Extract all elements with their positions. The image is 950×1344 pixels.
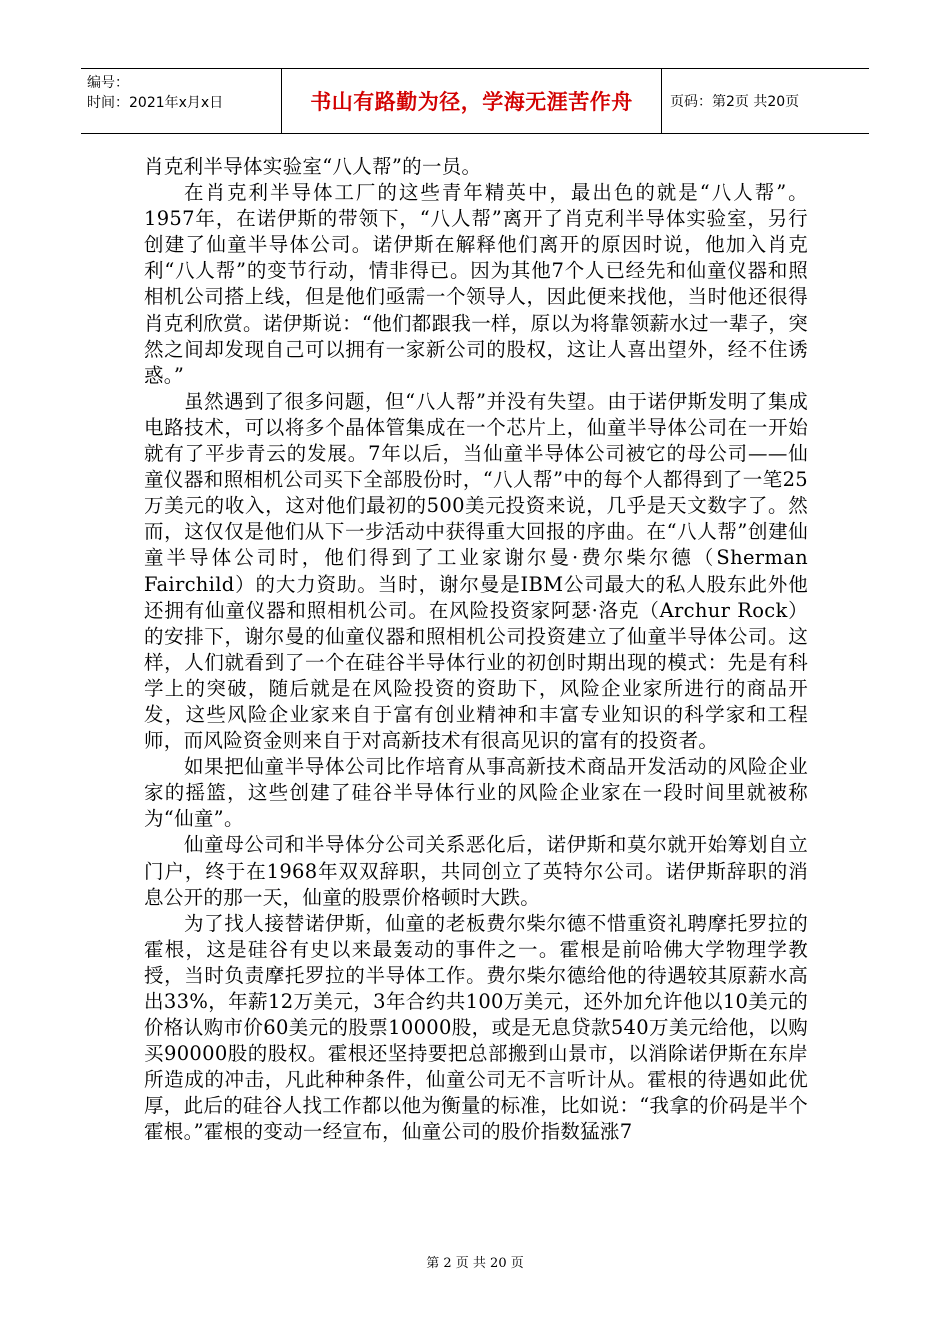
paragraph: 肖克利半导体实验室“八人帮”的一员。 <box>144 155 482 178</box>
paragraph: 仙童母公司和半导体分公司关系恶化后，诺伊斯和莫尔就开始筹划自立门户，终于在1968年双双辞职，共同创立了英特尔公司。诺伊斯辞职的消息公开的那一天，仙童的股票价格顿时大跌。 <box>144 833 808 909</box>
header-page-label: 页码：第2页 共20页 <box>670 94 800 110</box>
page-footer: 第 2 页 共 20 页 <box>426 1256 524 1271</box>
document-body <box>144 154 808 1146</box>
date-label: 时间：2021年x月x日 <box>87 95 224 111</box>
paragraph: 为了找人接替诺伊斯，仙童的老板费尔柴尔德不惜重资礼聘摩托罗拉的霍根，这是硅谷有史以来最轰动的事件之一。霍根是前哈佛大学物理学教授，当时负责摩托罗拉的半导体工作。费尔柴尔德给他的待遇较其原薪水高出33%，年薪12万美元，3年合约共100万美元，还外加允许他以10美元的价格认购市价60美元的股票10000股，或是无息贷款540万美元给他，以购买90000股的股权。霍根还坚持要把总部搬到山景市，以消除诺伊斯在东岸所造成的冲击，凡此种种条件，仙童公司无不言听计从。霍根的待遇如此优厚，此后的硅谷人找工作都以他为衡量的标准，比如说：“我拿的价码是半个霍根。”霍根的变动一经宣布，仙童公司的股价指数猛涨7 <box>144 911 808 1144</box>
doc-number-label: 编号： <box>87 75 129 91</box>
header-info-cell <box>81 69 282 133</box>
header-motto: 书山有路勤为径，学海无涯苦作舟 <box>282 69 662 133</box>
paragraph: 在肖克利半导体工厂的这些青年精英中，最出色的就是“八人帮”。1957年，在诺伊斯的带领下，“八人帮”离开了肖克利半导体实验室，另行创建了仙童半导体公司。诺伊斯在解释他们离开的原因时说，他加入肖克利“八人帮”的变节行动，情非得已。因为其他7个人已经先和仙童仪器和照相机公司搭上线，但是他们亟需一个领导人，因此便来找他，当时他还很得肖克利欣赏。诺伊斯说：“他们都跟我一样，原以为将靠领薪水过一辈子，突然之间却发现自己可以拥有一家新公司的股权，这让人喜出望外，经不住诱惑。” <box>144 181 808 387</box>
page-header <box>81 68 869 134</box>
paragraph: 虽然遇到了很多问题，但“八人帮”并没有失望。由于诺伊斯发明了集成电路技术，可以将多个晶体管集成在一个芯片上，仙童半导体公司在一开始就有了平步青云的发展。7年以后，当仙童半导体公司被它的母公司——仙童仪器和照相机公司买下全部股份时，“八人帮”中的每个人都得到了一笔25万美元的收入，这对他们最初的500美元投资来说，几乎是天文数字了。然而，这仅仅是他们从下一步活动中获得重大回报的序曲。在“八人帮”创建仙童半导体公司时，他们得到了工业家谢尔曼·费尔柴尔德（Sherman Fairchild）的大力资助。当时，谢尔曼是IBM公司最大的私人股东此外他还拥有仙童仪器和照相机公司。在风险投资家阿瑟·洛克（Archur Rock）的安排下，谢尔曼的仙童仪器和照相机公司投资建立了仙童半导体公司。这样，人们就看到了一个在硅谷半导体行业的初创时期出现的模式：先是有科学上的突破，随后就是在风险投资的资助下，风险企业家所进行的商品开发，这些风险企业家来自于富有创业精神和丰富专业知识的科学家和工程师，而风险资金则来自于对高新技术有很高见识的富有的投资者。 <box>144 389 808 753</box>
paragraph: 如果把仙童半导体公司比作培育从事高新技术商品开发活动的风险企业家的摇篮，这些创建了硅谷半导体行业的风险企业家在一段时间里就被称为“仙童”。 <box>144 755 808 831</box>
